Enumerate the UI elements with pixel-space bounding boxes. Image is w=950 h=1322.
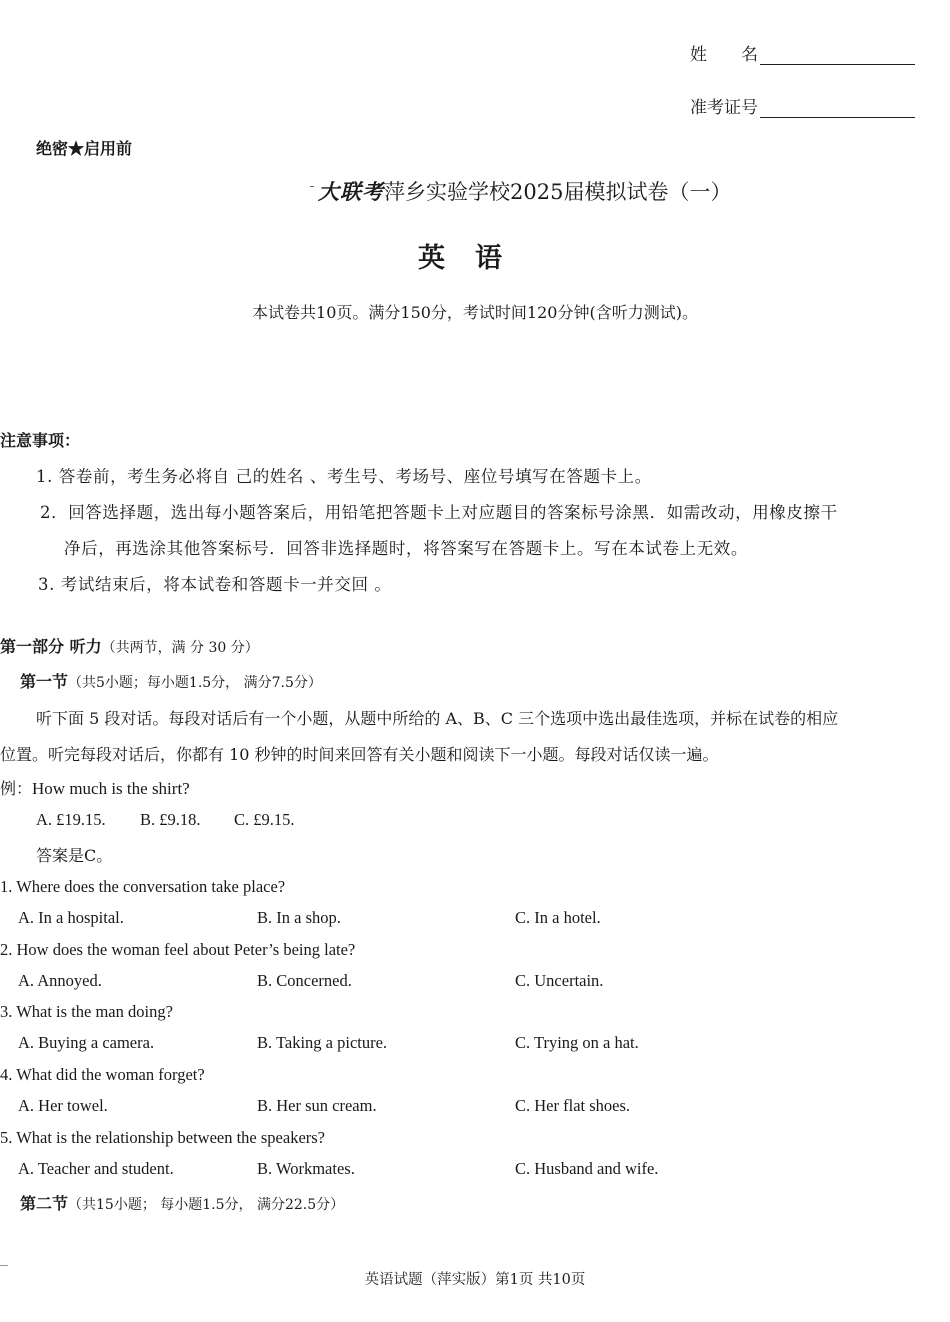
example-option: C. £9.15.	[234, 810, 295, 829]
question-text: 3. What is the man doing?	[0, 1002, 173, 1021]
note-item: 净后，再选涂其他答案标号．回答非选择题时，将答案写在答题卡上。写在本试卷上无效。	[64, 539, 748, 558]
page-footer: 英语试题（萍实版）第1页 共10页	[364, 1272, 586, 1288]
exam-title	[318, 176, 731, 206]
option-a: A. Annoyed.	[18, 971, 102, 990]
option-b: B. Workmates.	[257, 1159, 355, 1178]
note-item: 1. 答卷前，考生务必将自 己的姓名 、考生号、考场号、座位号填写在答题卡上。	[36, 467, 652, 486]
option-c: C. Husband and wife.	[515, 1159, 659, 1178]
section1-heading	[20, 669, 322, 692]
school-title: 萍乡实验学校2025届模拟试卷（一）	[384, 180, 732, 204]
part1-note: （共两节，满 分 30 分）	[101, 640, 259, 656]
notes-title: 注意事项：	[0, 431, 81, 450]
option-c: C. Trying on a hat.	[515, 1033, 639, 1052]
confidential-label: 绝密★启用前	[36, 139, 133, 158]
name-label: 姓 名	[690, 45, 758, 65]
section2-title: 第二节	[20, 1194, 69, 1213]
subject-title: 英语	[418, 243, 532, 274]
question-text: 5. What is the relationship between the speakers?	[0, 1128, 326, 1147]
example	[0, 776, 190, 799]
option-c: C. In a hotel.	[515, 908, 601, 927]
section2-heading	[20, 1191, 344, 1214]
part1-heading	[0, 634, 259, 657]
id-label: 准考证号	[690, 98, 758, 118]
section1-note: （共5小题；每小题1.5分， 满分7.5分）	[68, 675, 322, 691]
instructions-line: 位置。听完每段对话后，你都有 10 秒钟的时间来回答有关小题和阅读下一小题。每段对话仅读一遍。	[0, 745, 719, 764]
option-a: A. Her towel.	[18, 1096, 108, 1115]
name-underline	[760, 46, 915, 65]
brand-logo: 大联考	[318, 179, 384, 204]
question-text: 4. What did the woman forget?	[0, 1065, 205, 1084]
id-field	[690, 93, 915, 118]
part1-title: 第一部分 听力	[0, 637, 102, 656]
option-c: C. Uncertain.	[515, 971, 604, 990]
instructions-line: 听下面 5 段对话。每段对话后有一个小题，从题中所给的 A、B、C 三个选项中选出最佳选项，并标在试卷的相应	[36, 709, 839, 728]
decorative-tick	[310, 186, 314, 187]
id-underline	[760, 99, 915, 118]
section1-title: 第一节	[20, 672, 69, 691]
option-a: A. In a hospital.	[18, 908, 124, 927]
question-text: 2. How does the woman feel about Peter’s being late?	[0, 940, 356, 959]
margin-mark	[0, 1265, 8, 1266]
option-b: B. In a shop.	[257, 908, 341, 927]
option-b: B. Concerned.	[257, 971, 352, 990]
note-item: 2．回答选择题，选出每小题答案后，用铅笔把答题卡上对应题目的答案标号涂黑．如需改动，用橡皮擦干	[40, 503, 838, 522]
example-question: How much is the shirt?	[32, 779, 190, 798]
option-b: B. Her sun cream.	[257, 1096, 377, 1115]
note-item: 3. 考试结束后，将本试卷和答题卡一并交回 。	[38, 575, 392, 594]
question-text: 1. Where does the conversation take place?	[0, 877, 286, 896]
example-option: A. £19.15.	[36, 810, 106, 829]
option-c: C. Her flat shoes.	[515, 1096, 631, 1115]
example-label: 例：	[0, 779, 33, 798]
option-a: A. Buying a camera.	[18, 1033, 155, 1052]
exam-intro: 本试卷共10页。满分150分，考试时间120分钟(含听力测试)。	[252, 303, 698, 322]
example-answer: 答案是C。	[36, 846, 113, 865]
section2-note: （共15小题； 每小题1.5分， 满分22.5分）	[68, 1197, 345, 1213]
example-option: B. £9.18.	[140, 810, 201, 829]
option-b: B. Taking a picture.	[257, 1033, 388, 1052]
option-a: A. Teacher and student.	[18, 1159, 174, 1178]
name-field	[690, 40, 915, 65]
